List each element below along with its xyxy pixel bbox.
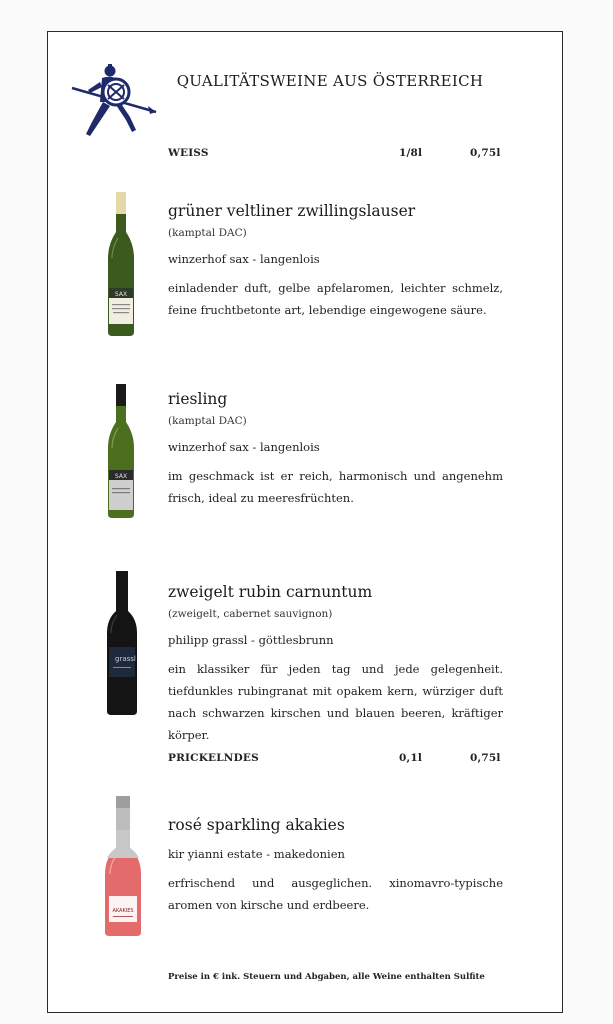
wine-producer: philipp grassl - göttlesbrunn	[168, 633, 334, 647]
wine-producer: kir yianni estate - makedonien	[168, 847, 345, 861]
wine-region: (kamptal DAC)	[168, 227, 247, 239]
price-column-1: 1/8l	[399, 147, 423, 159]
gruener-veltliner-bottle-icon	[104, 192, 138, 338]
wine-region: (kamptal DAC)	[168, 415, 247, 427]
bottle-label-text: SAX	[114, 473, 128, 480]
wine-name: rosé sparkling akakies	[168, 816, 345, 834]
wine-description: im geschmack ist er reich, harmonisch und angenehm frisch, ideal zu meeresfrüchten.	[168, 469, 503, 505]
rose-sparkling-bottle-icon	[101, 796, 145, 938]
price-column-2: 0,75l	[470, 752, 501, 764]
riesling-bottle-icon	[104, 384, 138, 520]
wine-item-rose-sparkling	[168, 815, 503, 916]
section-label: WEISS	[168, 147, 209, 159]
section-label: PRICKELNDES	[168, 752, 259, 764]
wine-name: riesling	[168, 390, 228, 408]
wine-description: einladender duft, gelbe apfelaromen, leichter schmelz, feine fruchtbetonte art, lebendige eingewogene säure.	[168, 281, 503, 317]
wine-item-riesling	[168, 389, 503, 509]
wine-description: ein klassiker für jeden tag und jede gelegenheit. tiefdunkles rubingranat mit opakem kern, würziger duft nach schwarzen kirschen und blauen beeren, kräftiger körper.	[168, 662, 503, 742]
wine-producer: winzerhof sax - langenlois	[168, 440, 320, 454]
bottle-label-text: AKAKIES	[112, 908, 134, 914]
wine-name: zweigelt rubin carnuntum	[168, 583, 373, 601]
wine-description: erfrischend und ausgeglichen. xinomavro-typische aromen von kirsche und erdbeere.	[168, 876, 503, 912]
wine-item-gruener-veltliner	[168, 201, 503, 321]
zweigelt-bottle-icon	[103, 571, 141, 717]
footer-note: Preise in € ink. Steuern und Abgaben, alle Weine enthalten Sulfite	[168, 972, 485, 982]
wine-producer: winzerhof sax - langenlois	[168, 252, 320, 266]
wine-region: (zweigelt, cabernet sauvignon)	[168, 608, 333, 620]
price-column-2: 0,75l	[470, 147, 501, 159]
page-title: QUALITÄTSWEINE AUS ÖSTERREICH	[176, 72, 484, 90]
knight-logo-icon	[70, 62, 160, 142]
price-column-1: 0,1l	[399, 752, 423, 764]
wine-item-zweigelt	[168, 582, 503, 746]
bottle-label-text: grassl	[115, 655, 136, 663]
wine-name: grüner veltliner zwillingslauser	[168, 202, 416, 220]
bottle-label-text: SAX	[114, 291, 128, 298]
